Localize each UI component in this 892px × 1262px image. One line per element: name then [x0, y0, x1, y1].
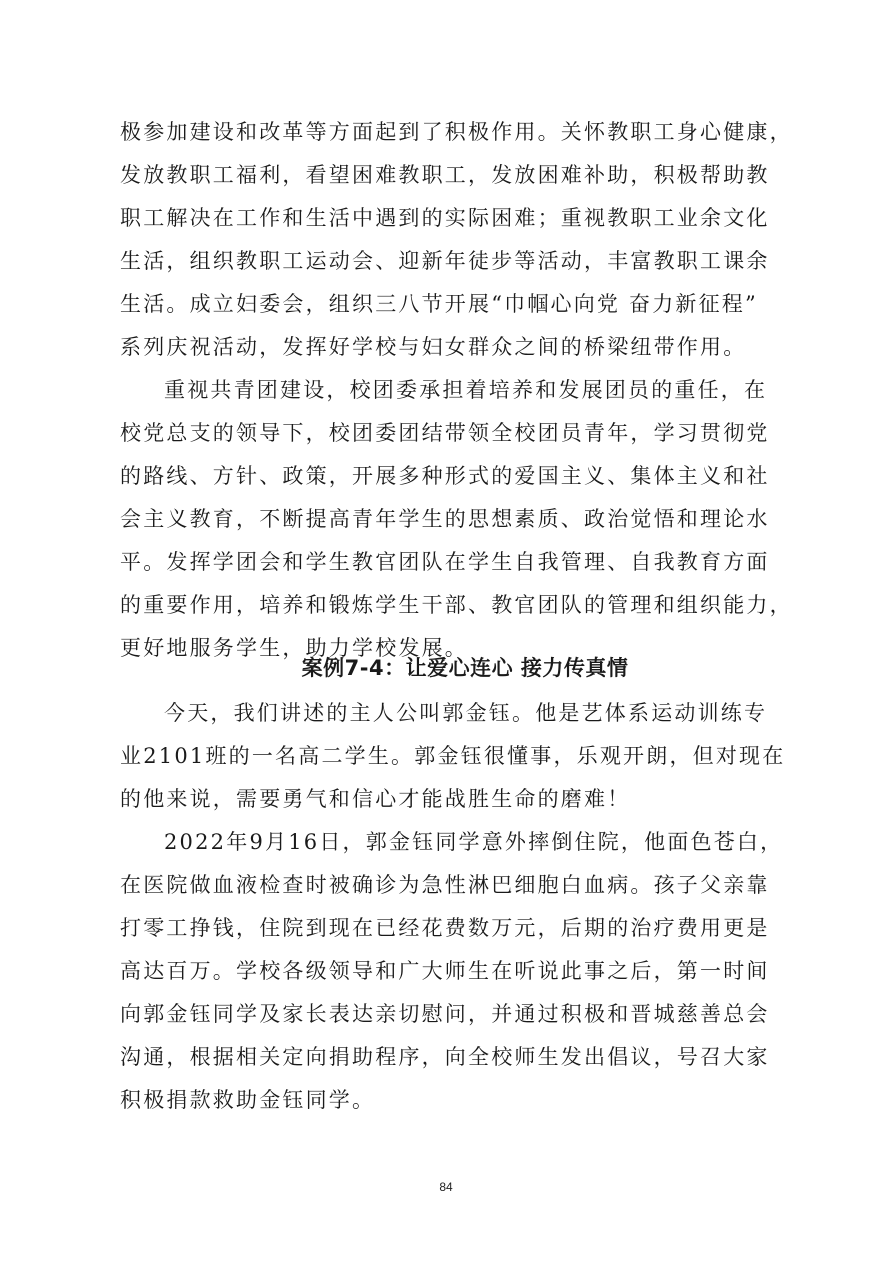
- text-line: 系列庆祝活动，发挥好学校与妇女群众之间的桥梁纽带作用。: [120, 335, 747, 359]
- text-line: 的他来说，需要勇气和信心才能战胜生命的磨难！: [120, 787, 631, 811]
- paragraph-youth-league: [120, 369, 810, 670]
- text-line: 极参加建设和改革等方面起到了积极作用。关怀教职工身心健康，: [120, 120, 793, 144]
- paragraph-case-story: [120, 821, 810, 1122]
- text-line: 职工解决在工作和生活中遇到的实际困难；重视教职工业余文化: [120, 206, 770, 230]
- text-line: 今天，我们讲述的主人公叫郭金钰。他是艺体系运动训练专: [164, 701, 768, 725]
- text-line: 更好地服务学生，助力学校发展。: [120, 636, 468, 660]
- text-line: 向郭金钰同学及家长表达亲切慰问，并通过积极和晋城慈善总会: [120, 1002, 770, 1026]
- paragraph-staff-care: [120, 111, 810, 369]
- text-line: 生活。成立妇委会，组织三八节开展“巾帼心向党 奋力新征程”: [120, 292, 758, 316]
- text-line: 打零工挣钱，住院到现在已经花费数万元，后期的治疗费用更是: [120, 916, 770, 940]
- text-line: 在医院做血液检查时被确诊为急性淋巴细胞白血病。孩子父亲靠: [120, 873, 770, 897]
- text-line: 会主义教育，不断提高青年学生的思想素质、政治觉悟和理论水: [120, 507, 770, 531]
- text-line: 高达百万。学校各级领导和广大师生在听说此事之后，第一时间: [120, 959, 770, 983]
- case-heading: 案例7-4：让爱心连心 接力传真情: [301, 656, 629, 680]
- text-line: 发放教职工福利，看望困难教职工，发放困难补助，积极帮助教: [120, 163, 770, 187]
- text-line: 生活，组织教职工运动会、迎新年徒步等活动，丰富教职工课余: [120, 249, 770, 273]
- text-line: 的路线、方针、政策，开展多种形式的爱国主义、集体主义和社: [120, 464, 770, 488]
- text-line: 的重要作用，培养和锻炼学生干部、教官团队的管理和组织能力，: [120, 593, 793, 617]
- text-line: 校党总支的领导下，校团委团结带领全校团员青年，学习贯彻党: [120, 421, 770, 445]
- text-line: 平。发挥学团会和学生教官团队在学生自我管理、自我教育方面: [120, 550, 770, 574]
- page-number: 84: [439, 1180, 453, 1194]
- paragraph-case-intro: [120, 692, 810, 821]
- text-line: 积极捐款救助金钰同学。: [120, 1088, 376, 1112]
- text-line: 业2101班的一名高二学生。郭金钰很懂事，乐观开朗，但对现在: [120, 744, 786, 768]
- text-line: 重视共青团建设，校团委承担着培养和发展团员的重任，在: [164, 378, 768, 402]
- text-line: 沟通，根据相关定向捐助程序，向全校师生发出倡议，号召大家: [120, 1045, 770, 1069]
- text-line: 2022年9月16日，郭金钰同学意外摔倒住院，他面色苍白，: [164, 830, 784, 854]
